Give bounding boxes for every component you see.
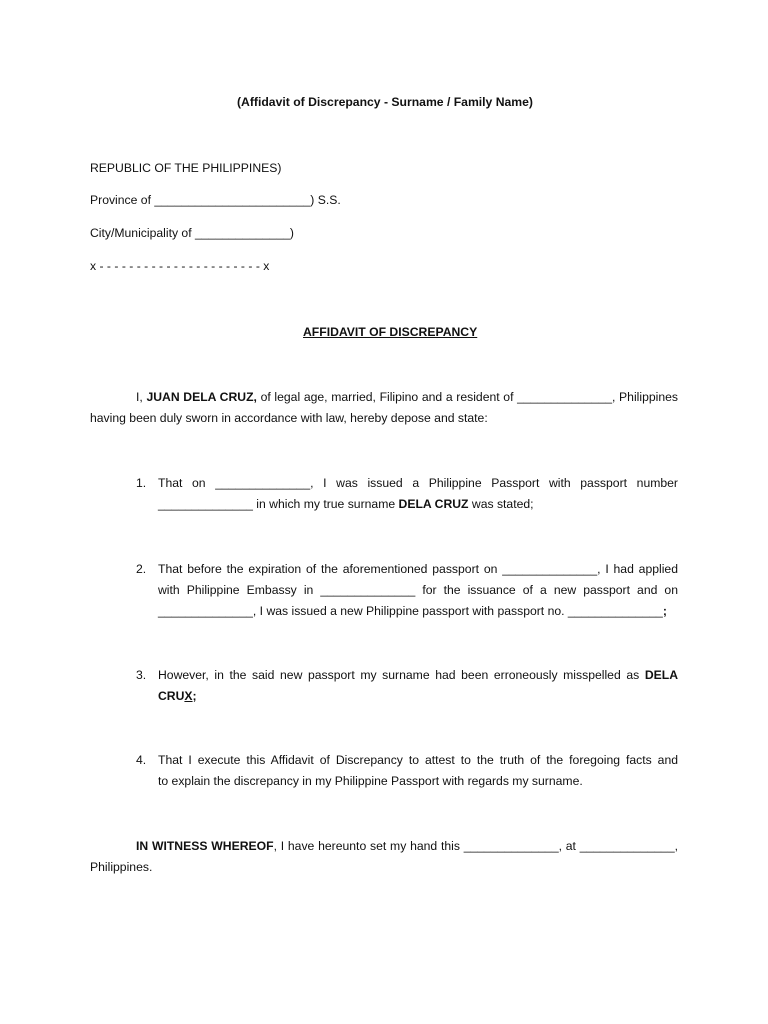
item-2-line-3: ______________, I was issued a new Philippine passport with passport no. ______________; [158,604,667,618]
item-1-number: 1. [136,476,147,490]
true-surname: DELA CRUZ [398,497,469,511]
affiant-name: JUAN DELA CRUZ, [146,390,257,404]
item-3-number: 3. [136,668,147,682]
caption-republic: REPUBLIC OF THE PHILIPPINES) [90,161,282,175]
witness-line-1: IN WITNESS WHEREOF, I have hereunto set my hand this ______________, at ______________, [136,839,678,853]
item-2-line-2: with Philippine Embassy in ______________ for the issuance of a new passport and on [158,583,678,597]
misspelled-surname-part-2: CRU [158,689,185,703]
caption-city: City/Municipality of ______________) [90,226,294,240]
misspelled-letter: X [184,689,193,703]
item-4-line-2: to explain the discrepancy in my Philippine Passport with regards my surname. [158,774,583,788]
item-2-number: 2. [136,562,147,576]
witness-line-2: Philippines. [90,860,153,874]
intro-line-1-rest: of legal age, married, Filipino and a resident of ______________, Philippines [260,390,678,404]
item-2-line-1: That before the expiration of the aforementioned passport on ______________, I had applied [158,562,678,576]
item-1-line-2: ______________ in which my true surname DELA CRUZ was stated; [158,497,534,511]
intro-line-1 [136,387,678,408]
caption-separator: x - - - - - - - - - - - - - - - - - - - - - - x [90,259,270,273]
misspelled-surname-part-1: DELA [644,668,678,682]
item-3-line-2: CRUX; [158,689,197,703]
item-4-line-1: That I execute this Affidavit of Discrepancy to attest to the truth of the foregoing facts and [158,753,678,767]
caption-province: Province of _______________________) S.S. [90,193,341,207]
item-3-line-1: However, in the said new passport my surname had been erroneously misspelled as DELA [158,668,678,682]
document-header-title: (Affidavit of Discrepancy - Surname / Family Name) [237,95,533,109]
intro-prefix: I, [136,390,143,404]
affidavit-title: AFFIDAVIT OF DISCREPANCY [303,325,478,339]
witness-lead: IN WITNESS WHEREOF [136,839,274,853]
item-1-line-1: That on ______________, I was issued a Philippine Passport with passport number [158,476,678,490]
intro-line-2: having been duly sworn in accordance with law, hereby depose and state: [90,411,488,425]
item-4-number: 4. [136,753,147,767]
